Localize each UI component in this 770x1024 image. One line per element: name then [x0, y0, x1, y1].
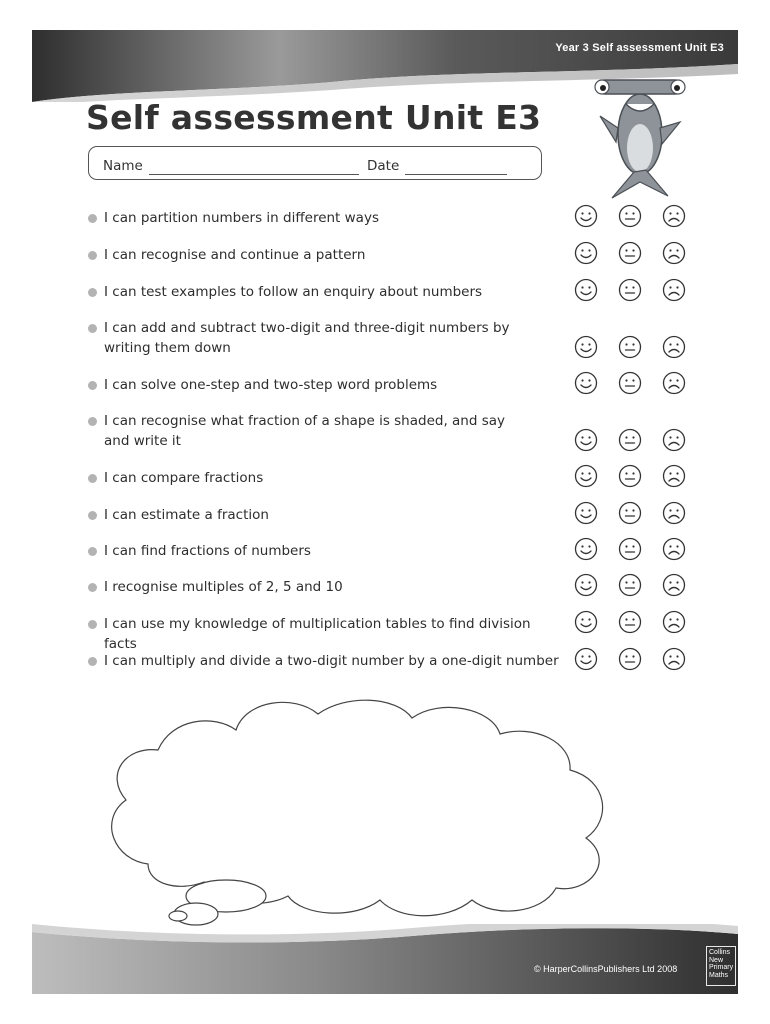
statement-text — [104, 208, 566, 228]
happy-face-icon[interactable] — [574, 610, 598, 634]
sad-face-icon[interactable] — [662, 278, 686, 302]
neutral-face-icon[interactable] — [618, 278, 642, 302]
statement-line: I can use my knowledge of multiplication tables to find division facts — [104, 616, 531, 652]
bullet-icon — [88, 620, 97, 629]
happy-face-icon[interactable] — [574, 464, 598, 488]
statement-line: I can recognise what fraction of a shape is shaded, and say — [104, 413, 506, 429]
statement-line: I can compare fractions — [104, 470, 264, 486]
bullet-icon — [88, 251, 97, 260]
sad-face-icon[interactable] — [662, 647, 686, 671]
statement-text — [104, 318, 566, 358]
rating-faces — [574, 371, 694, 395]
statement-text — [104, 614, 566, 654]
logo-line: Maths — [709, 971, 729, 979]
bullet-icon — [88, 547, 97, 556]
statement-line: I can recognise and continue a pattern — [104, 247, 366, 263]
statement-text — [104, 468, 566, 488]
rating-faces — [574, 537, 694, 561]
statement-text — [104, 375, 566, 395]
happy-face-icon[interactable] — [574, 278, 598, 302]
date-field[interactable] — [405, 174, 507, 175]
happy-face-icon[interactable] — [574, 428, 598, 452]
rating-faces — [574, 501, 694, 525]
sad-face-icon[interactable] — [662, 335, 686, 359]
rating-faces — [574, 610, 694, 634]
happy-face-icon[interactable] — [574, 371, 598, 395]
bullet-icon — [88, 417, 97, 426]
bullet-icon — [88, 511, 97, 520]
logo-line: Collins — [709, 949, 731, 956]
statement-line: I can test examples to follow an enquiry about numbers — [104, 284, 483, 300]
rating-faces — [574, 573, 694, 597]
neutral-face-icon[interactable] — [618, 464, 642, 488]
statement-line: I can find fractions of numbers — [104, 543, 311, 559]
sad-face-icon[interactable] — [662, 573, 686, 597]
page-title: Self assessment Unit E3 — [86, 98, 542, 137]
sad-face-icon[interactable] — [662, 464, 686, 488]
sad-face-icon[interactable] — [662, 428, 686, 452]
logo-line: Primary — [709, 964, 734, 971]
statement-text — [104, 245, 566, 265]
statement-text — [104, 411, 566, 451]
thought-cloud-drawing-area[interactable] — [96, 688, 656, 928]
bullet-icon — [88, 214, 97, 223]
rating-faces — [574, 464, 694, 488]
happy-face-icon[interactable] — [574, 537, 598, 561]
neutral-face-icon[interactable] — [618, 335, 642, 359]
statement-line: I can multiply and divide a two-digit number by a one-digit number — [104, 653, 559, 669]
statement-line: I can estimate a fraction — [104, 507, 269, 523]
neutral-face-icon[interactable] — [618, 610, 642, 634]
neutral-face-icon[interactable] — [618, 573, 642, 597]
footer-band — [32, 924, 738, 994]
neutral-face-icon[interactable] — [618, 428, 642, 452]
statement-line: I can solve one-step and two-step word problems — [104, 377, 438, 393]
sad-face-icon[interactable] — [662, 371, 686, 395]
rating-faces — [574, 241, 694, 265]
sad-face-icon[interactable] — [662, 610, 686, 634]
statement-line: and write it — [104, 433, 181, 449]
rating-faces — [574, 335, 694, 359]
date-label: Date — [367, 158, 400, 174]
happy-face-icon[interactable] — [574, 241, 598, 265]
neutral-face-icon[interactable] — [618, 241, 642, 265]
statement-text — [104, 577, 566, 597]
rating-faces — [574, 428, 694, 452]
shark-mascot-image — [590, 64, 690, 204]
bullet-icon — [88, 381, 97, 390]
rating-faces — [574, 278, 694, 302]
bullet-icon — [88, 657, 97, 666]
logo-line: New — [709, 956, 724, 964]
statement-line: I can add and subtract two-digit and three-digit numbers by — [104, 320, 510, 336]
sad-face-icon[interactable] — [662, 204, 686, 228]
statement-text — [104, 505, 566, 525]
sad-face-icon[interactable] — [662, 501, 686, 525]
statement-text — [104, 651, 566, 671]
copyright-text: © HarperCollinsPublishers Ltd 2008 — [534, 964, 678, 974]
bullet-icon — [88, 583, 97, 592]
sad-face-icon[interactable] — [662, 241, 686, 265]
happy-face-icon[interactable] — [574, 204, 598, 228]
collins-new-primary-maths-logo — [706, 946, 736, 986]
rating-faces — [574, 204, 694, 228]
name-field[interactable] — [149, 174, 359, 175]
statement-line: writing them down — [104, 340, 231, 356]
statement-line: I can partition numbers in different ways — [104, 210, 379, 226]
statement-text — [104, 282, 566, 302]
neutral-face-icon[interactable] — [618, 371, 642, 395]
name-label: Name — [103, 158, 143, 174]
happy-face-icon[interactable] — [574, 335, 598, 359]
bullet-icon — [88, 474, 97, 483]
statement-text — [104, 541, 566, 561]
name-date-box — [88, 146, 542, 180]
happy-face-icon[interactable] — [574, 573, 598, 597]
rating-faces — [574, 647, 694, 671]
header-caption: Year 3 Self assessment Unit E3 — [555, 42, 724, 54]
neutral-face-icon[interactable] — [618, 537, 642, 561]
happy-face-icon[interactable] — [574, 647, 598, 671]
bullet-icon — [88, 324, 97, 333]
neutral-face-icon[interactable] — [618, 204, 642, 228]
neutral-face-icon[interactable] — [618, 647, 642, 671]
sad-face-icon[interactable] — [662, 537, 686, 561]
happy-face-icon[interactable] — [574, 501, 598, 525]
neutral-face-icon[interactable] — [618, 501, 642, 525]
statement-line: I recognise multiples of 2, 5 and 10 — [104, 579, 343, 595]
bullet-icon — [88, 288, 97, 297]
